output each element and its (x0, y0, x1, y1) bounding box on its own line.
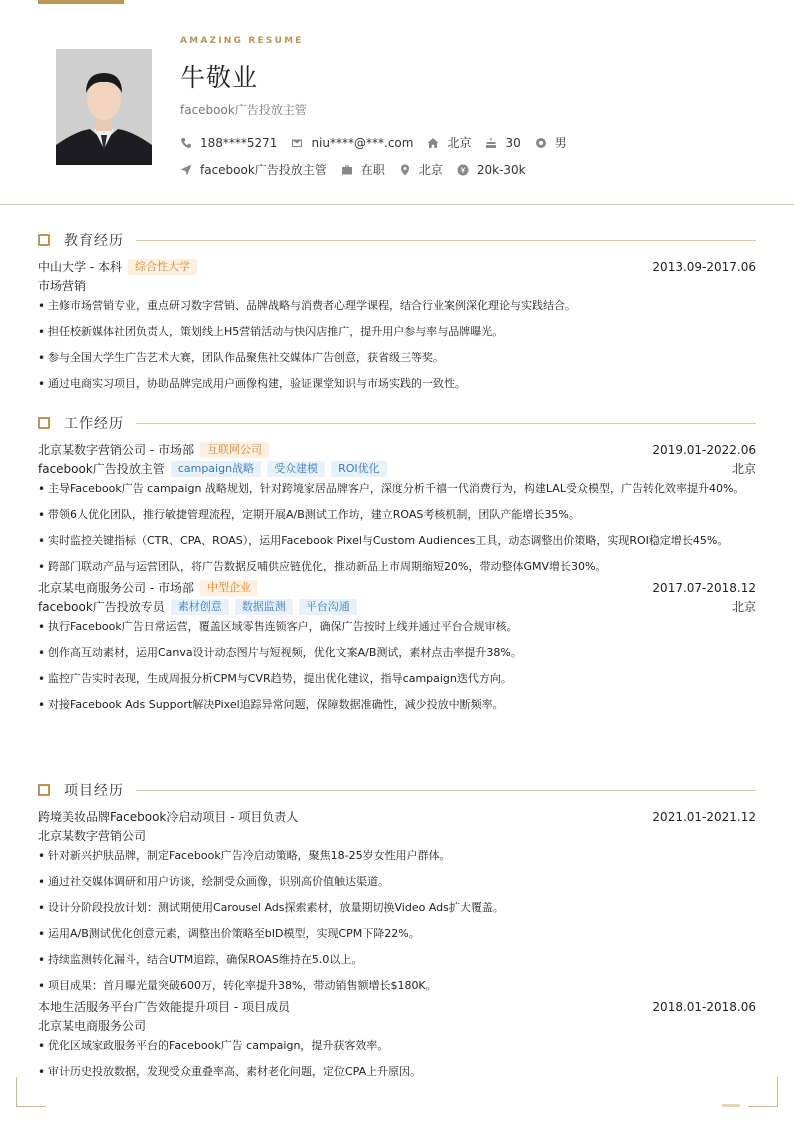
list-item: • 持续监测转化漏斗，结合UTM追踪，确保ROAS维持在5.0以上。 (38, 949, 756, 971)
mail-icon (291, 137, 303, 149)
project-row (38, 807, 756, 826)
resume-header (0, 0, 794, 205)
list-item: • 通过社交媒体调研和用户访谈，绘制受众画像，识别高价值触达渠道。 (38, 871, 756, 893)
corner-decoration (748, 1077, 778, 1107)
project-row (38, 997, 756, 1016)
avatar (56, 49, 152, 165)
education-bullets (38, 295, 756, 395)
company-row (38, 440, 756, 459)
list-item: • 创作高互动素材，运用Canva设计动态图片与短视频，优化文案A/B测试，素材点击率提升38%。 (38, 642, 756, 664)
company-name: 北京某数字营销公司 - 市场部 (38, 443, 194, 457)
status-text: 在职 (360, 163, 385, 177)
list-item: • 运用A/B测试优化创意元素，调整出价策略至bID模型，实现CPM下降22%。 (38, 923, 756, 945)
skill-tag: 素材创意 (171, 599, 229, 615)
skill-tag: 数据监测 (235, 599, 293, 615)
cake-icon (485, 137, 497, 149)
intent-city-text: 北京 (418, 163, 443, 177)
home-icon (427, 137, 439, 149)
project-date: 2018.01-2018.06 (652, 999, 756, 1014)
salary-text: 20k-30k (476, 162, 526, 177)
project-name: 本地生活服务平台广告效能提升项目 - 项目成员 (38, 1000, 290, 1014)
job-role: facebook广告投放专员 (38, 600, 165, 614)
project-org: 北京某电商服务公司 (38, 1019, 147, 1033)
salary-icon (457, 164, 469, 176)
job-entry (38, 440, 756, 578)
project-org-row (38, 1016, 756, 1035)
list-item: • 主导Facebook广告 campaign 战略规划，针对跨境家居品牌客户，深度分析千禧一代消费行为，构建LAL受众模型，广告转化效率提升40%。 (38, 478, 756, 500)
job-entry (38, 578, 756, 716)
resume-tagline: AMAZING RESUME (180, 36, 304, 46)
section-square-icon (38, 417, 50, 429)
project-bullets (38, 845, 756, 997)
list-item: • 项目成果：首月曝光量突破600万，转化率提升38%，带动销售额增长$180K。 (38, 975, 756, 997)
list-item: • 参与全国大学生广告艺术大赛，团队作品聚焦社交媒体广告创意，获省级三等奖。 (38, 347, 756, 369)
skill-tag: ROI优化 (331, 461, 387, 477)
candidate-position: facebook广告投放主管 (180, 103, 307, 117)
residence-item (427, 134, 471, 151)
list-item: • 优化区域家政服务平台的Facebook广告 campaign，提升获客效率。 (38, 1035, 756, 1057)
education-date: 2013.09-2017.06 (652, 259, 756, 274)
major-row (38, 276, 756, 295)
contact-row (180, 134, 581, 151)
project-section (38, 780, 756, 1087)
education-section (38, 230, 756, 399)
section-divider (136, 790, 756, 791)
gender-item (535, 134, 567, 151)
intent-city-item (399, 161, 443, 178)
project-entry (38, 807, 756, 997)
section-header (38, 413, 756, 433)
list-item: • 监控广告实时表现，生成周报分析CPM与CVR趋势，提出优化建议，指导campaign迭代方向。 (38, 668, 756, 690)
list-item: • 设计分阶段投放计划：测试期使用Carousel Ads探索素材，放量期切换Video Ads扩大覆盖。 (38, 897, 756, 919)
gender-text: 男 (554, 136, 567, 150)
list-item: • 审计历史投放数据，发现受众重叠率高、素材老化问题，定位CPA上升原因。 (38, 1061, 756, 1083)
location-icon (399, 164, 411, 176)
age-item (485, 136, 520, 150)
phone-icon (180, 137, 192, 149)
job-date: 2017.07-2018.12 (652, 580, 756, 595)
corner-decoration (16, 1077, 46, 1107)
job-intent-row (180, 161, 540, 178)
company-name: 北京某电商服务公司 - 市场部 (38, 581, 194, 595)
send-icon (180, 164, 192, 176)
list-item: • 执行Facebook广告日常运营，覆盖区域零售连锁客户，确保广告按时上线并通过平台合规审核。 (38, 616, 756, 638)
list-item: • 对接Facebook Ads Support解决Pixel追踪异常问题，保障数据准确性，减少投放中断频率。 (38, 694, 756, 716)
skill-tag: 受众建模 (267, 461, 325, 477)
major-name: 市场营销 (38, 279, 87, 293)
company-row (38, 578, 756, 597)
list-item: • 实时监控关键指标（CTR、CPA、ROAS），运用Facebook Pixel与Custom Audiences工具，动态调整出价策略，实现ROI稳定增长45%。 (38, 530, 756, 552)
email-text: niu****@***.com (311, 135, 414, 150)
project-org-row (38, 826, 756, 845)
candidate-name: 牛敬业 (180, 63, 259, 92)
company-tag: 互联网公司 (200, 442, 269, 458)
role-row (38, 597, 756, 616)
project-name: 跨境美妆品牌Facebook冷启动项目 - 项目负责人 (38, 810, 299, 824)
phone-item (180, 136, 277, 150)
school-name: 中山大学 - 本科 (38, 260, 122, 274)
project-entry (38, 997, 756, 1083)
list-item: • 担任校新媒体社团负责人，策划线上H5营销活动与快闪店推广，提升用户参与率与品牌曝光。 (38, 321, 756, 343)
gender-icon (535, 137, 547, 149)
company-tag: 中型企业 (200, 580, 258, 596)
age-text: 30 (505, 135, 521, 150)
section-divider (136, 423, 756, 424)
residence-text: 北京 (447, 136, 472, 150)
skill-tag: 平台沟通 (299, 599, 357, 615)
section-square-icon (38, 784, 50, 796)
email-item (291, 136, 413, 150)
project-date: 2021.01-2021.12 (652, 809, 756, 824)
section-header (38, 230, 756, 250)
school-tag: 综合性大学 (128, 259, 197, 275)
section-title: 教育经历 (64, 233, 124, 249)
project-bullets (38, 1035, 756, 1083)
list-item: • 针对新兴护肤品牌，制定Facebook广告冷启动策略，聚焦18-25岁女性用户群体。 (38, 845, 756, 867)
salary-item (457, 163, 526, 177)
section-divider (136, 240, 756, 241)
status-item (341, 161, 385, 178)
bottom-accent-bar (722, 1104, 740, 1107)
work-section (38, 413, 756, 720)
job-bullets (38, 478, 756, 578)
intent-position-text: facebook广告投放主管 (200, 163, 327, 177)
job-bullets (38, 616, 756, 716)
section-header (38, 780, 756, 800)
phone-text: 188****5271 (200, 135, 278, 150)
role-row (38, 459, 756, 478)
job-city: 北京 (731, 600, 756, 614)
intent-position-item (180, 161, 327, 178)
education-row (38, 257, 756, 276)
job-city: 北京 (731, 462, 756, 476)
list-item: • 通过电商实习项目，协助品牌完成用户画像构建，验证课堂知识与市场实践的一致性。 (38, 373, 756, 395)
section-title: 工作经历 (64, 416, 124, 432)
list-item: • 带领6人优化团队，推行敏捷管理流程，定期开展A/B测试工作坊，建立ROAS考核机制，团队产能增长35%。 (38, 504, 756, 526)
job-role: facebook广告投放主管 (38, 462, 165, 476)
briefcase-icon (341, 164, 353, 176)
avatar-photo-icon (56, 49, 152, 165)
section-square-icon (38, 234, 50, 246)
job-date: 2019.01-2022.06 (652, 442, 756, 457)
section-title: 项目经历 (64, 783, 124, 799)
list-item: • 主修市场营销专业，重点研习数字营销、品牌战略与消费者心理学课程，结合行业案例深化理论与实践结合。 (38, 295, 756, 317)
skill-tag: campaign战略 (171, 461, 261, 477)
list-item: • 跨部门联动产品与运营团队，将广告数据反哺供应链优化，推动新品上市周期缩短20%，带动整体GMV增长30%。 (38, 556, 756, 578)
project-org: 北京某数字营销公司 (38, 829, 147, 843)
